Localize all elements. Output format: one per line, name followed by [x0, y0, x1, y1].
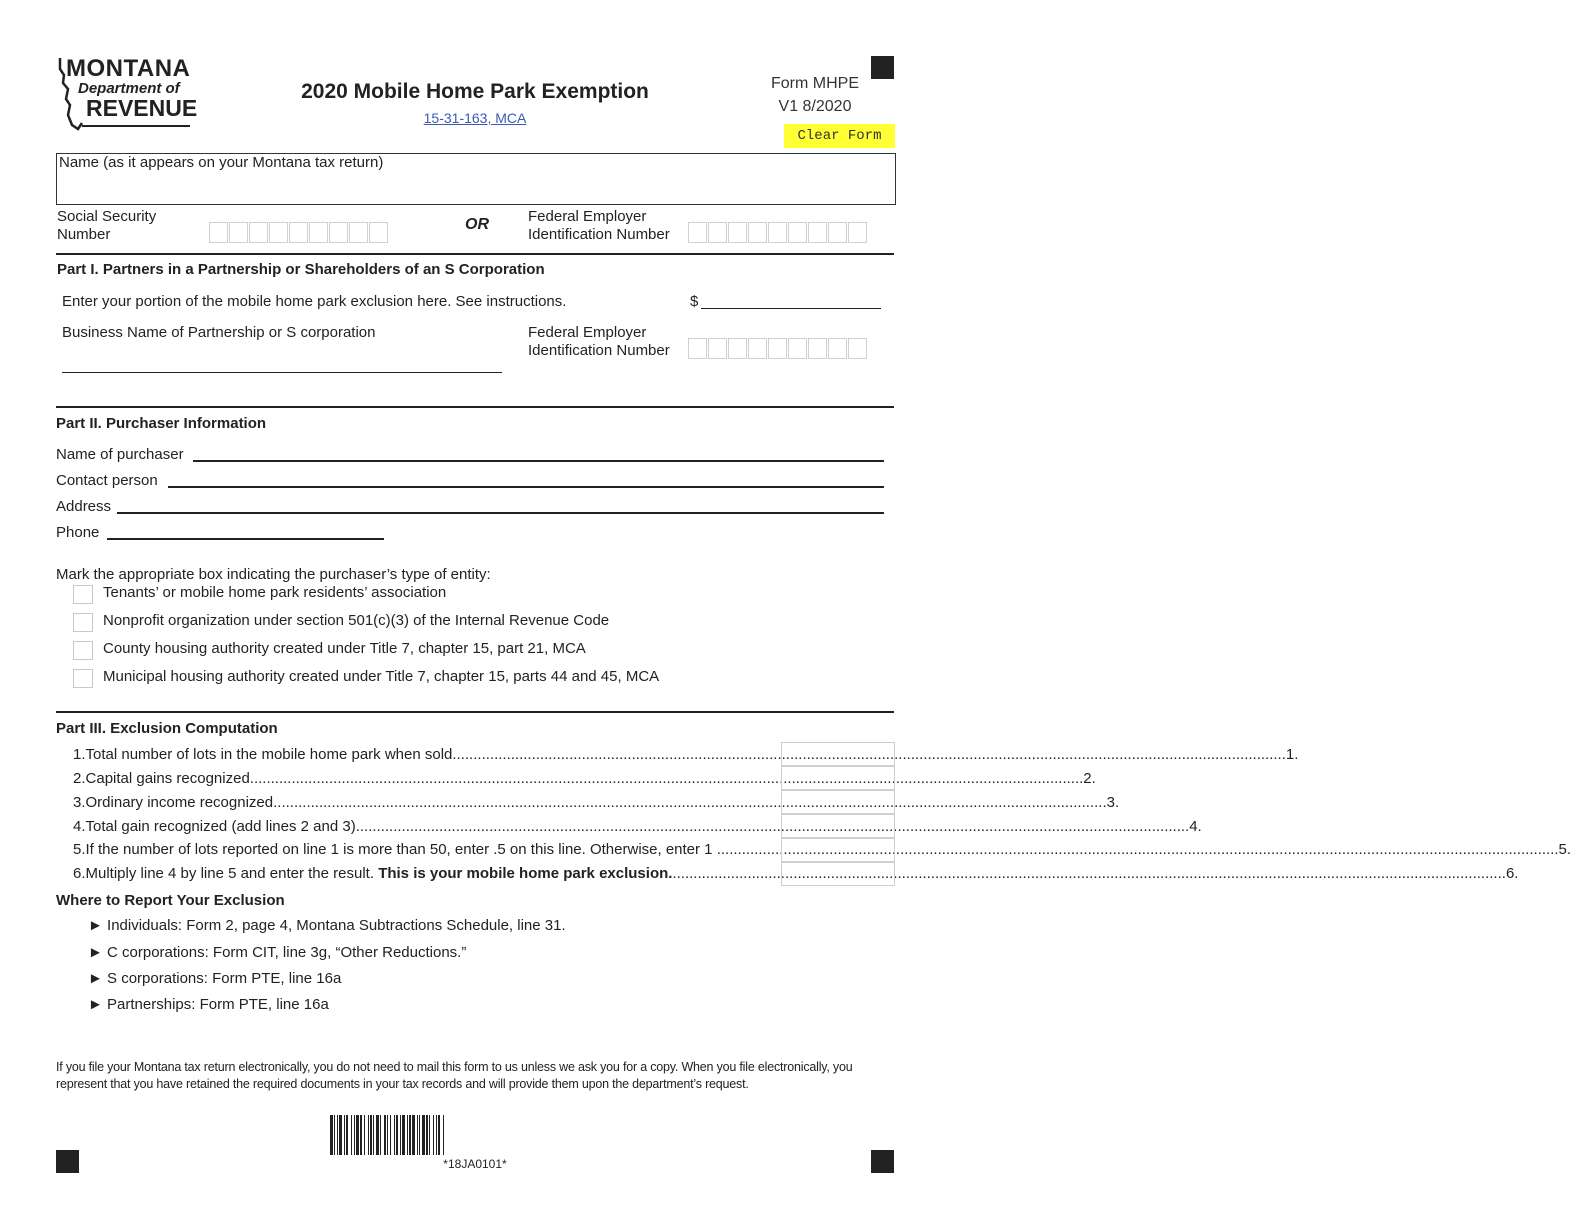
address-input[interactable] [117, 512, 884, 514]
leader-dots: ........................................................................................................................................................................................................ [672, 865, 1506, 882]
form-id-block [760, 72, 870, 118]
taxpayer-name-field[interactable] [56, 153, 896, 205]
logo-revenue: REVENUE [86, 95, 198, 121]
barcode [330, 1115, 620, 1155]
line-number: 5. [73, 841, 86, 858]
logo-department: Department of [78, 80, 180, 97]
line-number: 4. [73, 818, 86, 835]
line-number: 2. [73, 770, 86, 787]
entity-option-tenants: Tenants’ or mobile home park residents’ association [103, 584, 447, 601]
entity-checkbox-county[interactable] [73, 641, 93, 660]
fein-input[interactable] [688, 222, 868, 243]
ssn-label [57, 208, 156, 244]
line5-input[interactable] [781, 838, 895, 862]
bullet-arrow-icon: ► [88, 996, 103, 1013]
part1-fein-label-line2: Identification Number [528, 342, 670, 359]
line-end-number: 1. [1285, 746, 1299, 763]
report-item [88, 917, 566, 934]
exclusion-amount-input[interactable] [701, 308, 881, 309]
form-id: Form MHPE [771, 75, 859, 92]
purchaser-name-label: Name of purchaser [56, 446, 184, 463]
bullet-arrow-icon: ► [88, 970, 103, 987]
report-item-text: C corporations: Form CIT, line 3g, “Other Reductions.” [107, 944, 467, 961]
entity-prompt: Mark the appropriate box indicating the purchaser’s type of entity: [56, 566, 491, 583]
section-divider [56, 253, 894, 255]
ssn-input[interactable] [209, 222, 389, 243]
part1-fein-label [528, 324, 670, 360]
phone-input[interactable] [107, 538, 384, 540]
part1-title: Part I. Partners in a Partnership or Shareholders of an S Corporation [57, 261, 545, 278]
part1-fein-label-line1: Federal Employer [528, 324, 647, 341]
report-title: Where to Report Your Exclusion [56, 892, 285, 909]
entity-checkbox-tenants[interactable] [73, 585, 93, 604]
entity-checkbox-nonprofit[interactable] [73, 613, 93, 632]
report-item-text: Partnerships: Form PTE, line 16a [107, 996, 329, 1013]
line2-input[interactable] [781, 766, 895, 790]
statute-link[interactable]: 15-31-163, MCA [423, 110, 527, 126]
line-text: Multiply line 4 by line 5 and enter the result. [85, 865, 379, 882]
business-name-input[interactable] [62, 372, 502, 373]
or-label: OR [465, 216, 489, 233]
report-item [88, 996, 329, 1013]
line1-input[interactable] [781, 742, 895, 766]
line-text: Total gain recognized (add lines 2 and 3) [85, 818, 356, 835]
line-end-number: 5. [1558, 841, 1571, 858]
computation-line [73, 841, 1571, 858]
logo-montana: MONTANA [66, 55, 191, 82]
fein-label-line1: Federal Employer [528, 208, 647, 225]
electronic-filing-note: If you file your Montana tax return electronically, you do not need to mail this form to us unless we ask you for a copy. When you file electronically, you represent that you have retained the required documents in your tax records and will provide them upon the department’s request. [56, 1060, 853, 1091]
line-end-number: 3. [1106, 794, 1120, 811]
montana-dor-logo [56, 55, 196, 130]
computation-line [73, 746, 1299, 763]
line-number: 6. [73, 865, 86, 882]
line-number: 3. [73, 794, 86, 811]
section-divider [56, 711, 894, 713]
report-item [88, 970, 341, 987]
line-end-number: 2. [1083, 770, 1096, 787]
computation-line [73, 818, 1202, 835]
computation-line [73, 770, 1096, 787]
contact-person-input[interactable] [168, 486, 884, 488]
form-version: V1 8/2020 [778, 98, 852, 115]
taxpayer-name-label: Name (as it appears on your Montana tax return) [59, 154, 384, 171]
dollar-sign: $ [690, 293, 699, 310]
registration-mark-bottom-left [56, 1150, 79, 1173]
line-text: If the number of lots reported on line 1 is more than 50, enter .5 on this line. Otherwise, enter 1 .. [85, 841, 726, 858]
clear-form-button[interactable]: Clear Form [784, 124, 895, 148]
report-item-text: Individuals: Form 2, page 4, Montana Subtractions Schedule, line 31. [107, 917, 566, 934]
part1-fein-input[interactable] [688, 338, 868, 359]
line-end-number: 6. [1505, 865, 1519, 882]
form-title: 2020 Mobile Home Park Exemption [301, 80, 649, 103]
line-text: Ordinary income recognized [85, 794, 274, 811]
registration-mark-bottom-right [871, 1150, 894, 1173]
entity-checkbox-municipal[interactable] [73, 669, 93, 688]
line-end-number: 4. [1189, 818, 1202, 835]
entity-option-nonprofit: Nonprofit organization under section 501(c)(3) of the Internal Revenue Code [103, 612, 610, 629]
part3-title: Part III. Exclusion Computation [56, 720, 278, 737]
ssn-label-line1: Social Security [57, 208, 157, 225]
entity-option-county: County housing authority created under Title 7, chapter 15, part 21, MCA [103, 640, 586, 657]
leader-dots: ........................................................................................................................................................................................................ [725, 841, 1559, 858]
line-emphasis: This is your mobile home park exclusion. [378, 865, 673, 882]
purchaser-name-input[interactable] [193, 460, 884, 462]
address-label: Address [56, 498, 112, 515]
registration-mark-top-right [871, 56, 894, 79]
leader-dots: ........................................................................................................................................................................................................ [355, 818, 1190, 835]
line-text: Total number of lots in the mobile home park when sold [85, 746, 453, 763]
fein-label-line2: Identification Number [528, 226, 670, 243]
bullet-arrow-icon: ► [88, 944, 103, 961]
leader-dots: ........................................................................................................................................................................................................ [249, 770, 1084, 787]
leader-dots: ........................................................................................................................................................................................................ [452, 746, 1286, 763]
line3-input[interactable] [781, 790, 895, 814]
report-item-text: S corporations: Form PTE, line 16a [107, 970, 342, 987]
entity-option-municipal: Municipal housing authority created under Title 7, chapter 15, parts 44 and 45, MCA [103, 668, 660, 685]
barcode-bar [444, 1115, 445, 1155]
section-divider [56, 406, 894, 408]
barcode-text: *18JA0101* [443, 1157, 507, 1171]
bullet-arrow-icon: ► [88, 917, 103, 934]
line-text: Capital gains recognized [85, 770, 250, 787]
ssn-label-line2: Number [57, 226, 111, 243]
fein-label [528, 208, 670, 244]
part2-title: Part II. Purchaser Information [56, 415, 267, 432]
line4-input[interactable] [781, 814, 895, 838]
report-item [88, 944, 466, 961]
contact-person-label: Contact person [56, 472, 158, 489]
leader-dots: ........................................................................................................................................................................................................ [273, 794, 1107, 811]
computation-line [73, 794, 1120, 811]
part1-portion-text: Enter your portion of the mobile home park exclusion here. See instructions. [62, 293, 567, 310]
computation-line [73, 865, 1519, 882]
line6-input[interactable] [781, 862, 895, 886]
business-name-label: Business Name of Partnership or S corporation [62, 324, 376, 341]
line-number: 1. [73, 746, 86, 763]
phone-label: Phone [56, 524, 100, 541]
